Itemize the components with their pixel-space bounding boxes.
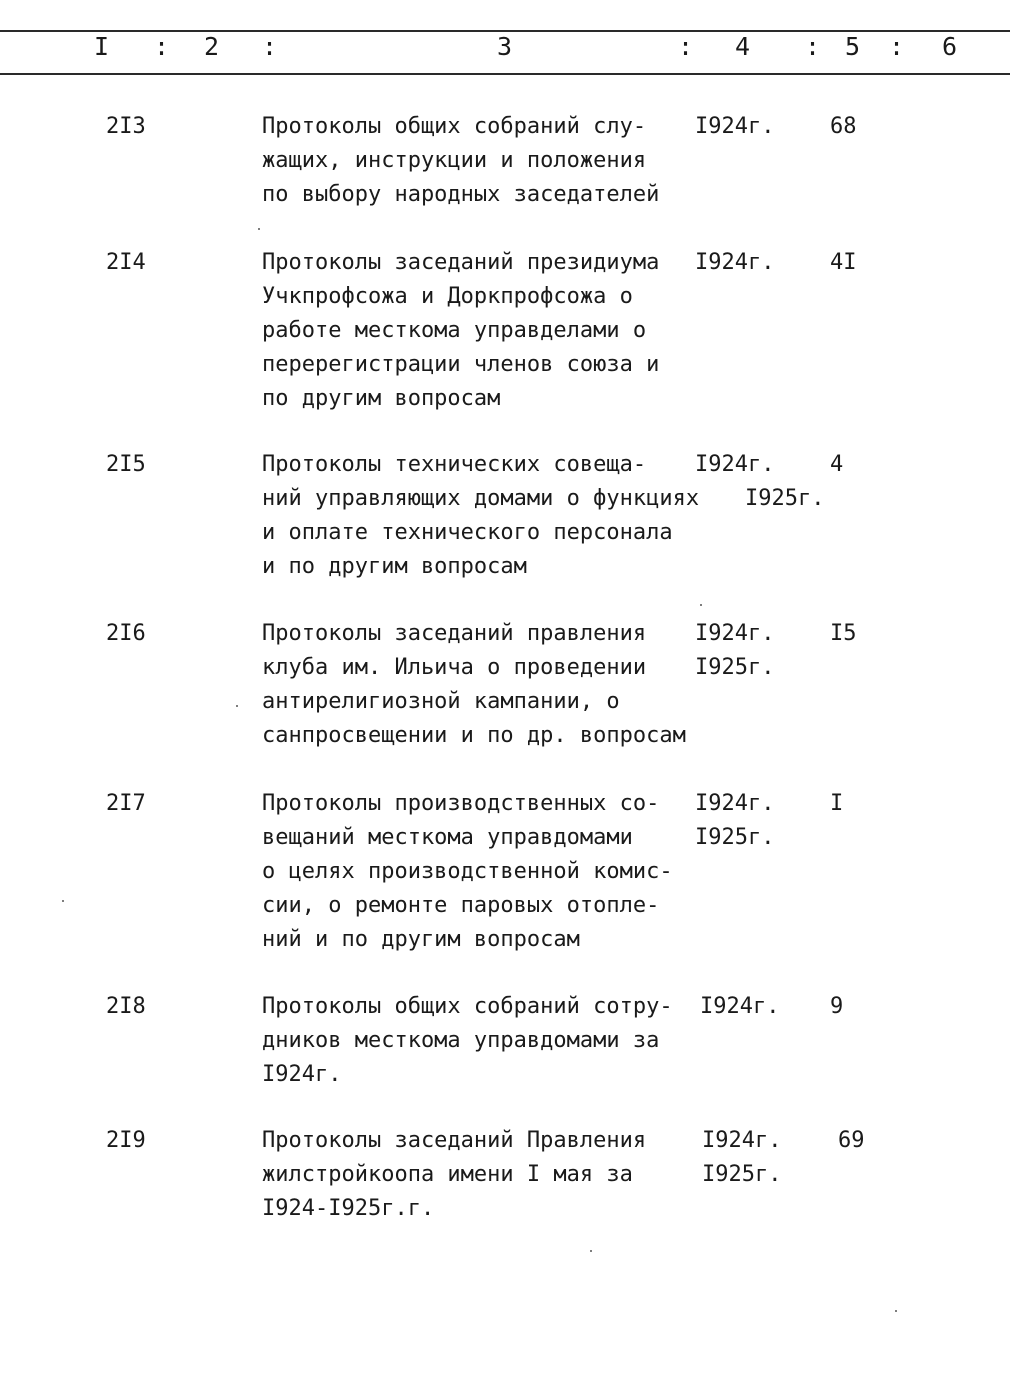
entry-title-line: Учкпрофсожа и Доркпрофсожа о: [262, 284, 633, 309]
entry-title-line: Протоколы заседаний Правления: [262, 1128, 647, 1153]
entry-sheet-count: I5: [830, 621, 857, 646]
header-col-3: 3: [497, 32, 513, 61]
entry-sheet-count: 9: [830, 994, 844, 1019]
entry-title-line: Протоколы общих собраний слу-: [262, 114, 647, 139]
scan-speck: [590, 1250, 592, 1252]
entry-title: [262, 1124, 692, 1226]
entry-date: I924г.: [695, 621, 775, 646]
entry-title: [262, 990, 692, 1092]
entry-sheet-count: 68: [830, 114, 857, 139]
entry-number: 2I5: [106, 452, 146, 477]
entry-number: 2I6: [106, 621, 146, 646]
scan-speck: [895, 1310, 897, 1312]
entry-date: I925г.: [695, 655, 775, 680]
entry-title-line: антирелигиозной кампании, о: [262, 689, 620, 714]
entry-title-line: Протоколы производственных со-: [262, 791, 660, 816]
entry-date: I924г.: [695, 452, 775, 477]
entry-title: [262, 110, 692, 212]
scan-speck: [700, 604, 702, 606]
scan-speck: [236, 705, 238, 707]
entry-title-line: ний управляющих домами о функциях: [262, 486, 700, 511]
entry-date: I924г.: [695, 250, 775, 275]
entry-title-line: дников месткома управдомами за: [262, 1028, 660, 1053]
entry-title-line: перерегистрации членов союза и: [262, 352, 660, 377]
header-col-1: I: [94, 32, 110, 61]
entry-dates: [695, 246, 774, 280]
entry-date: I925г.: [745, 486, 825, 511]
entry-dates: [700, 990, 779, 1024]
header-separator-4: :: [805, 32, 821, 61]
entry-title: [262, 617, 692, 753]
entry-title-line: ний и по другим вопросам: [262, 927, 580, 952]
header-separator-3: :: [678, 32, 694, 61]
entry-title: [262, 246, 692, 416]
header-col-6: 6: [942, 32, 958, 61]
header-separator-1: :: [154, 32, 170, 61]
entry-sheet-count: 69: [838, 1128, 865, 1153]
entry-number: 2I7: [106, 791, 146, 816]
entry-date: I924г.: [695, 791, 775, 816]
entry-date: I925г.: [702, 1162, 782, 1187]
entry-title-line: Протоколы заседаний президиума: [262, 250, 660, 275]
entry-title-line: работе месткома управделами о: [262, 318, 647, 343]
entry-title: [262, 448, 700, 584]
entry-date: I924г.: [702, 1128, 782, 1153]
header-col-4: 4: [735, 32, 751, 61]
entry-title-line: жилстройкоопа имени I мая за: [262, 1162, 633, 1187]
entry-title-line: Протоколы технических совеща-: [262, 452, 647, 477]
entry-title-line: о целях производственной комис-: [262, 859, 673, 884]
entry-number: 2I9: [106, 1128, 146, 1153]
entry-number: 2I8: [106, 994, 146, 1019]
entry-title: [262, 787, 692, 957]
header-separator-2: :: [262, 32, 278, 61]
entry-date: I924г.: [695, 114, 775, 139]
header-col-2: 2: [204, 32, 220, 61]
entry-title-line: Протоколы общих собраний сотру-: [262, 994, 673, 1019]
entry-title-line: I924г.: [262, 1062, 342, 1087]
entry-title-line: вещаний месткома управдомами: [262, 825, 633, 850]
entry-sheet-count: 4: [830, 452, 844, 477]
header-bottom-rule: [0, 73, 1010, 75]
entry-sheet-count: 4I: [830, 250, 857, 275]
entry-dates: [695, 617, 774, 685]
scan-speck: [258, 228, 260, 230]
entry-title-line: по другим вопросам: [262, 386, 501, 411]
entry-title-line: санпросвещении и по др. вопросам: [262, 723, 686, 748]
entry-dates: [695, 448, 774, 482]
header-col-5: 5: [845, 32, 861, 61]
entry-dates: [695, 110, 774, 144]
entry-number: 2I4: [106, 250, 146, 275]
entry-dates: [695, 787, 774, 855]
entry-title-line: по выбору народных заседателей: [262, 182, 660, 207]
entry-date: I925г.: [695, 825, 775, 850]
entry-title-line: Протоколы заседаний правления: [262, 621, 647, 646]
entry-title-line: и оплате технического персонала: [262, 520, 673, 545]
entry-title-line: сии, о ремонте паровых отопле-: [262, 893, 660, 918]
header-separator-5: :: [889, 32, 905, 61]
entry-title-line: жащих, инструкции и положения: [262, 148, 647, 173]
entry-title-line: клуба им. Ильича о проведении: [262, 655, 647, 680]
entry-number: 2I3: [106, 114, 146, 139]
entry-date: I924г.: [700, 994, 780, 1019]
entry-sheet-count: I: [830, 791, 844, 816]
scan-speck: [62, 900, 64, 902]
entry-title-line: I924-I925г.г.: [262, 1196, 435, 1221]
entry-dates: [702, 1124, 781, 1192]
entry-title-line: и по другим вопросам: [262, 554, 527, 579]
